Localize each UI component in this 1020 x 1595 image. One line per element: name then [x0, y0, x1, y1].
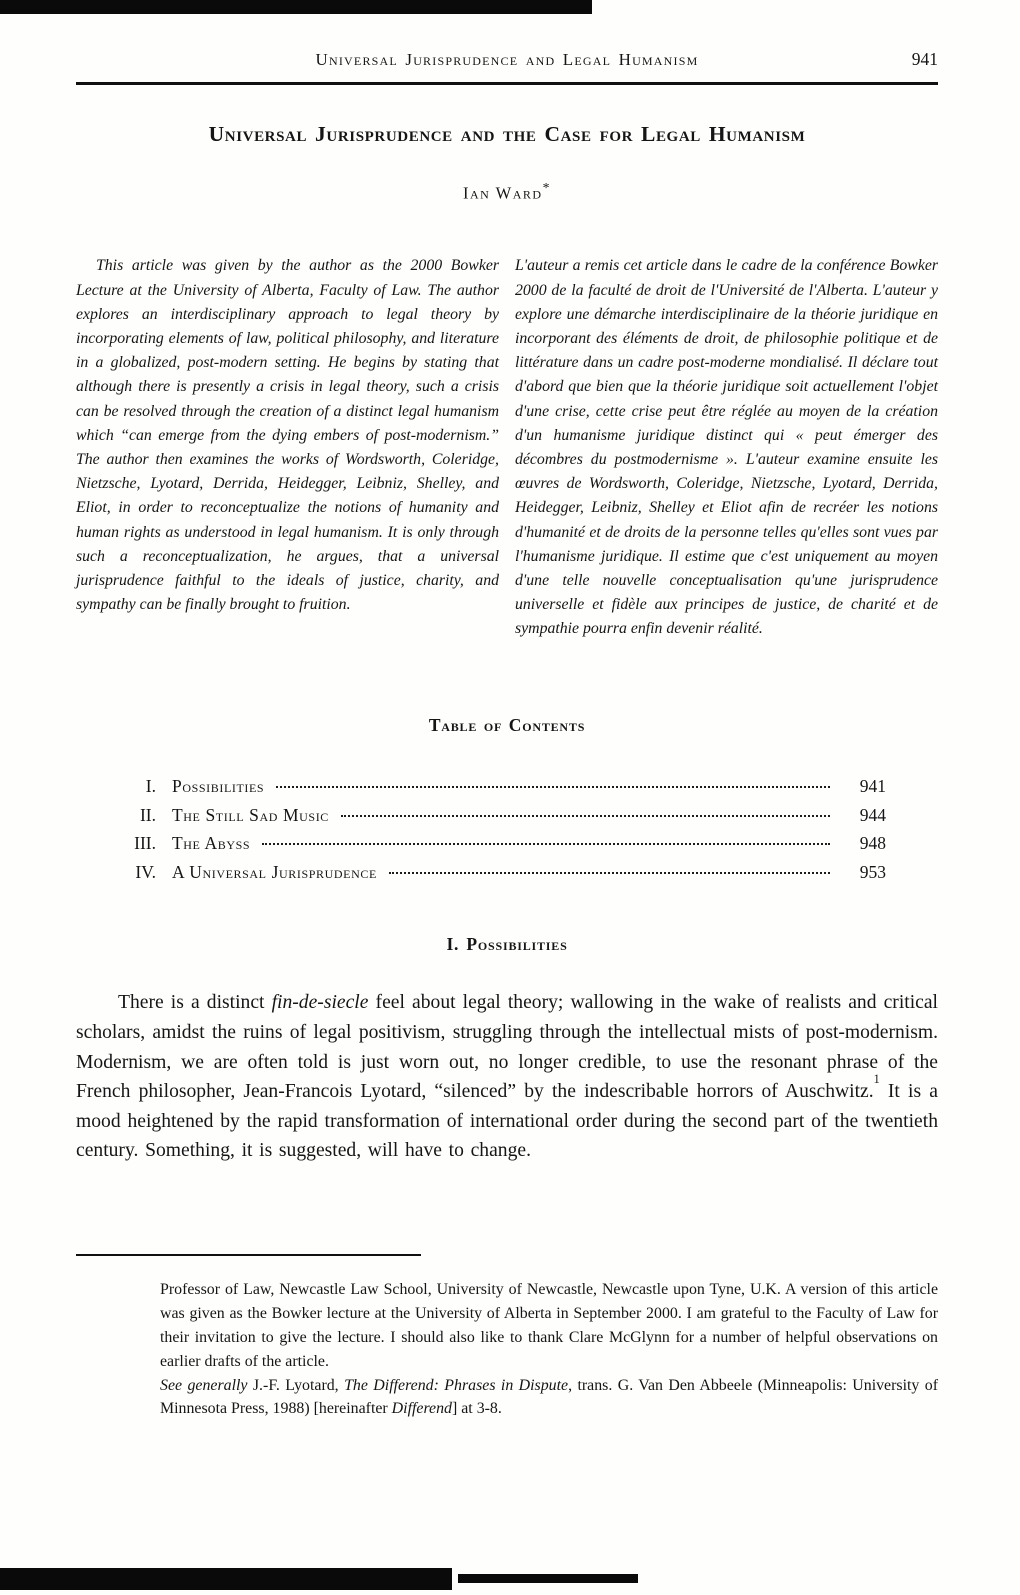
toc-dot-leader	[262, 843, 830, 845]
toc-heading: Table of Contents	[428, 715, 586, 736]
page-number: 941	[911, 49, 938, 69]
toc-num: I.	[145, 776, 156, 797]
abstract-english: This article was given by the author as the 2000 Bowker Lecture at the University of Alberta, Faculty of Law. The author explores an interdisciplinary approach to legal theory by incorporating elements of law, political philosophy, and literature in a globalized, post-modern setting. He begins by stating that although there is presently a crisis in legal theory, such a crisis can be resolved through the creation of a distinct legal humanism which “can emerge from the dying embers of post-modernism.” The author then examines the works of Wordsworth, Coleridge, Nietzsche, Lyotard, Derrida, Heidegger, Leibniz, Shelley, and Eliot, in order to reconceptualize the notions of humanity and human rights as understood in legal humanism. It is only through such a reconceptualization, he argues, that a universal jurisprudence faithful to the ideals of justice, charity, and sympathy can be finally brought to fruition.	[76, 257, 499, 614]
toc-num: III.	[134, 833, 156, 854]
author-name: Ian Ward	[463, 183, 543, 203]
author-line	[76, 180, 938, 204]
abstract-french: L'auteur a remis cet article dans le cadre de la conférence Bowker 2000 de la faculté de droit de l'Université de l'Alberta. L'auteur y explore une démarche interdisciplinaire de la théorie juridique en incorporant des éléments de droit, de philosophie politique et de littérature dans un cadre post-moderne mondialisé. Il déclare tout d'abord que bien que la théorie juridique soit actuellement l'objet d'une crise, cette crise peut être réglée au moyen de la création d'un humanisme juridique distinct qui « peut émerger des décombres du postmodernisme ». L'auteur examine ensuite les œuvres de Wordsworth, Coleridge, Nietzsche, Lyotard, Derrida, Heidegger, Leibniz, Shelley et Eliot afin de recréer les notions d'humanité et de droits de la personne telles qu'elles sont vues par l'humanisme juridique. Il estime que c'est uniquement au moyen d'une telle nouvelle conceptualisation qu'une jurisprudence universelle et fidèle aux principes de justice, de charité et de sympathie pourra enfin devenir réalité.	[515, 257, 938, 638]
toc-page-number: 941	[859, 776, 886, 797]
toc-list	[106, 772, 886, 886]
toc-label: The Still Sad Music	[172, 804, 329, 825]
toc-row	[106, 858, 886, 887]
toc-dot-leader	[276, 786, 830, 788]
body-paragraph: There is a distinct fin-de-siecle feel about legal theory; wallowing in the wake of realists and critical scholars, amidst the ruins of legal positivism, struggling through the intellectual mists of post-modernism. Modernism, we are often told is just worn out, no longer credible, to use the resonant phrase of the French philosopher, Jean-Francois Lyotard, “silenced” by the indescribable horrors of Auschwitz.$^1$ It is a mood heightened by the rapid transformation of international order during the second part of the twentieth century. Something, it is suggested, will have to change.	[76, 992, 938, 1162]
toc-row	[106, 801, 886, 830]
toc-dot-leader	[341, 815, 830, 817]
toc-page-number: 953	[859, 861, 886, 882]
toc-num: IV.	[135, 861, 156, 882]
toc-page-number: 948	[859, 833, 886, 854]
article-title: Universal Jurisprudence and the Case for Legal Humanism	[208, 122, 806, 146]
toc-page-number: 944	[859, 804, 886, 825]
footnotes	[160, 1278, 938, 1421]
toc-label: Possibilities	[172, 776, 265, 797]
toc-label: A Universal Jurisprudence	[172, 861, 377, 882]
footnote-author-note: Professor of Law, Newcastle Law School, University of Newcastle, Newcastle upon Tyne, U.K. A version of this article was given as the Bowker lecture at the University of Alberta in September 2000. I am grateful to the Faculty of Law for their invitation to give the lecture. I should also like to thank Clare McGlynn for a number of helpful observations on earlier drafts of the article.	[160, 1280, 938, 1370]
scan-artifact-top	[0, 0, 592, 14]
running-head	[76, 50, 938, 70]
section-heading: I. Possibilities	[446, 934, 568, 955]
toc-row	[106, 829, 886, 858]
author-footnote-marker: *	[542, 180, 551, 195]
header-rule	[76, 82, 938, 85]
footnote-rule	[76, 1254, 421, 1256]
abstracts	[76, 239, 938, 658]
page-content	[0, 50, 1020, 1421]
toc-row	[106, 772, 886, 801]
toc-dot-leader	[389, 872, 830, 874]
toc-num: II.	[139, 804, 156, 825]
running-title: Universal Jurisprudence and Legal Humanism	[315, 50, 699, 69]
toc-label: The Abyss	[172, 833, 251, 854]
scan-artifact-bottom	[458, 1574, 638, 1583]
scan-artifact-bottom	[0, 1568, 452, 1590]
footnote-1: See generally J.-F. Lyotard, The Differend: Phrases in Dispute, trans. G. Van Den Abbeele (Minneapolis: University of Minnesota Press, 1988) [hereinafter Differend] at 3-8.	[160, 1376, 938, 1418]
